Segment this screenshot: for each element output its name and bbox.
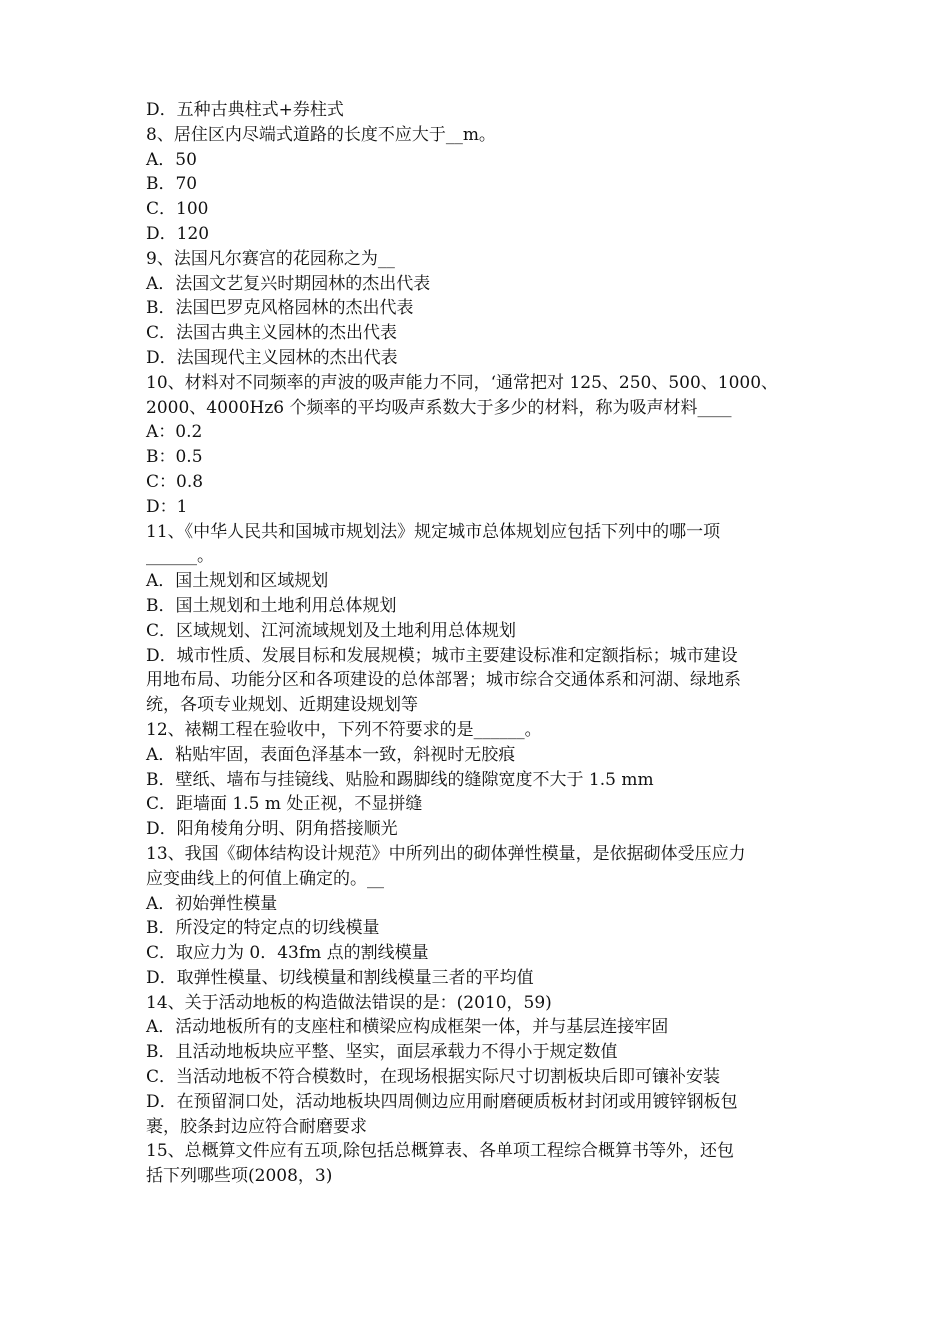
option-line-cont: 用地布局、功能分区和各项建设的总体部署；城市综合交通体系和河湖、绿地系 [146,670,741,691]
option-line: C．当活动地板不符合模数时，在现场根据实际尺寸切割板块后即可镶补安装 [146,1067,721,1088]
option-line: B．法国巴罗克风格园林的杰出代表 [146,298,414,319]
page-content [146,98,816,1189]
option-line: B．壁纸、墙布与挂镜线、贴脸和踢脚线的缝隙宽度不大于 1.5 mm [146,769,654,790]
option-line: B：0.5 [146,447,203,468]
question-12: 12、裱糊工程在验收中，下列不符要求的是______。 [146,719,542,740]
option-line: C．区域规划、江河流域规划及土地利用总体规划 [146,620,517,641]
text-line: D．五种古典柱式+券柱式 [146,100,344,120]
option-line: B．所没定的特定点的切线模量 [146,918,380,939]
option-line: B．且活动地板块应平整、坚实，面层承载力不得小于规定数值 [146,1042,618,1063]
option-line-cont: 裹，胶条封边应符合耐磨要求 [146,1116,367,1137]
question-11-cont: ______。 [146,546,214,567]
option-line: D：1 [146,496,188,517]
question-14: 14、关于活动地板的构造做法错误的是：(2010，59) [146,992,552,1013]
option-line: A．活动地板所有的支座柱和横梁应构成框架一体，并与基层连接牢固 [146,1017,669,1038]
option-line: D．120 [146,223,210,244]
option-line: D．法国现代主义园林的杰出代表 [146,347,398,368]
option-line: C．100 [146,199,209,220]
option-line: A．粘贴牢固，表面色泽基本一致，斜视时无胶痕 [146,744,516,765]
option-line: A．国土规划和区域规划 [146,571,329,592]
option-line: A．初始弹性模量 [146,893,278,914]
option-line: A．法国文艺复兴时期园林的杰出代表 [146,273,431,294]
question-9: 9、法国凡尔赛宫的花园称之为__ [146,248,395,269]
option-line: D．阳角棱角分明、阴角搭接顺光 [146,819,398,840]
option-line: B．国土规划和土地利用总体规划 [146,595,397,616]
question-13-cont: 应变曲线上的何值上确定的。__ [146,868,384,889]
option-line: D．取弹性模量、切线模量和割线模量三者的平均值 [146,967,534,988]
option-line: C．法国古典主义园林的杰出代表 [146,323,398,344]
option-line: C：0.8 [146,471,204,492]
option-line-cont: 统，各项专业规划、近期建设规划等 [146,695,418,716]
question-11: 11、《中华人民共和国城市规划法》规定城市总体规划应包括下列中的哪一项 [146,521,721,542]
option-line: A．50 [146,149,197,170]
option-line: C．取应力为 0．43fm 点的割线模量 [146,943,429,964]
question-10: 10、材料对不同频率的声波的吸声能力不同，‘通常把对 125、250、500、1000、 [146,372,779,393]
question-13: 13、我国《砌体结构设计规范》中所列出的砌体弹性模量，是依据砌体受压应力 [146,843,746,864]
option-line: C．距墙面 1.5 m 处正视，不显拼缝 [146,794,423,815]
question-10-cont: 2000、4000Hz6 个频率的平均吸声系数大于多少的材料，称为吸声材料____ [146,397,732,418]
option-line: D．在预留洞口处，活动地板块四周侧边应用耐磨硬质板材封闭或用镀锌钢板包 [146,1091,738,1112]
question-8: 8、居住区内尽端式道路的长度不应大于__m。 [146,124,496,145]
option-line: A：0.2 [146,422,203,443]
option-line: B．70 [146,174,198,195]
question-15: 15、总概算文件应有五项,除包括总概算表、各单项工程综合概算书等外，还包 [146,1141,735,1162]
option-line: D．城市性质、发展目标和发展规模；城市主要建设标准和定额指标；城市建设 [146,645,738,666]
question-15-cont: 括下列哪些项(2008，3) [146,1166,333,1187]
